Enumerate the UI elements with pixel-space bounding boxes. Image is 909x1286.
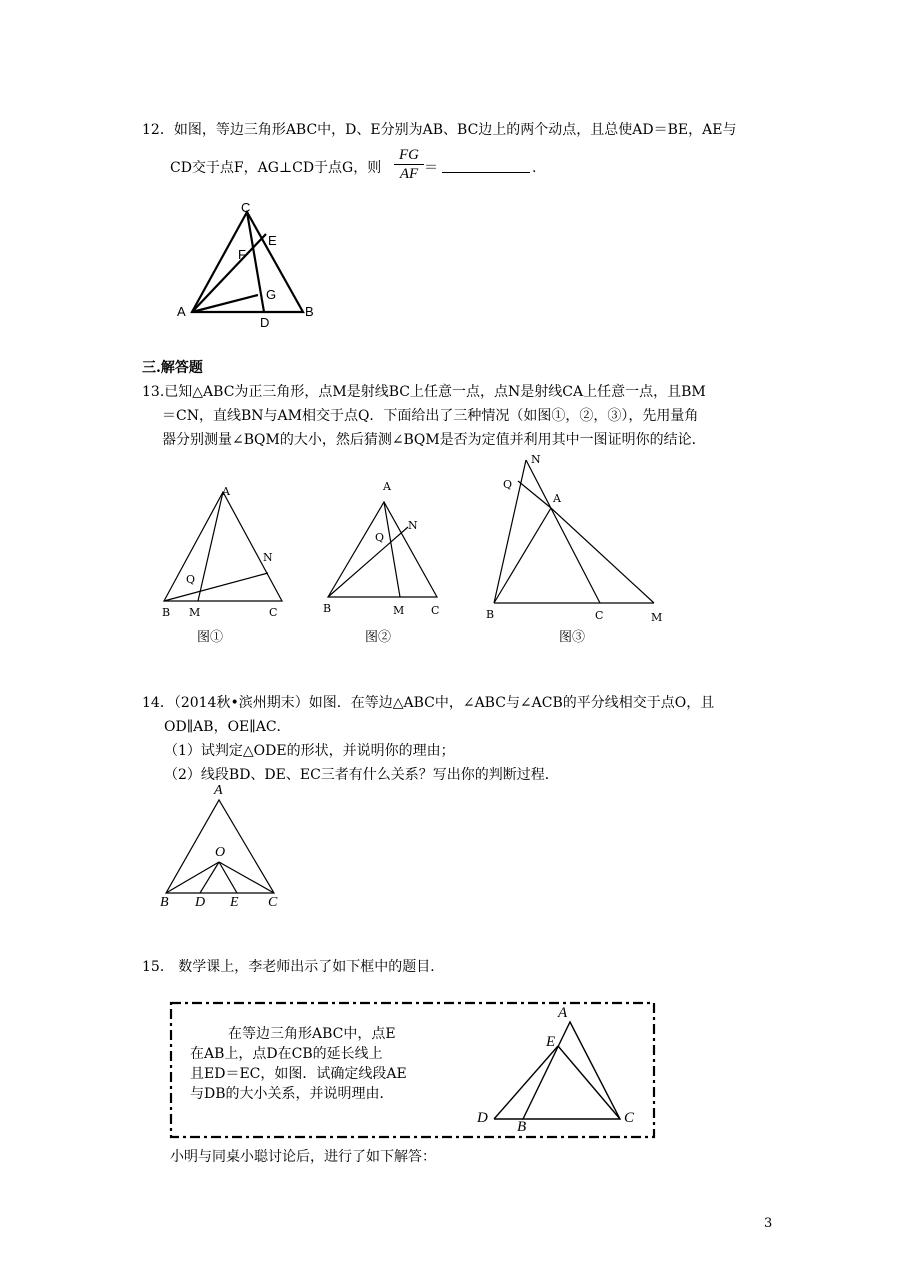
q15-label-C: C <box>624 1110 635 1126</box>
fraction-numerator: FG <box>394 146 424 165</box>
fig3-label-C: C <box>595 609 604 622</box>
q14-label-D: D <box>195 895 206 910</box>
q12-label-F: F <box>238 247 246 262</box>
q15-label-E: E <box>546 1034 556 1050</box>
fig3-caption: 图③ <box>559 630 586 645</box>
fig1-label-N: N <box>263 551 273 564</box>
fig2-label-B: B <box>323 602 332 615</box>
section-3-heading: 三.解答题 <box>142 360 203 376</box>
q12-equals: ＝ <box>424 160 438 176</box>
q15-label-B: B <box>517 1119 527 1135</box>
fig2-label-N: N <box>408 519 418 532</box>
q14-label-C: C <box>268 895 278 910</box>
q13-line2: ＝CN，直线BN与AM相交于点Q．下面给出了三种情况（如图①，②，③），先用量角 <box>162 408 699 424</box>
q12-answer-blank[interactable] <box>442 172 530 173</box>
q12-label-D: D <box>260 315 270 330</box>
q14-label-E: E <box>230 895 239 910</box>
fig1-label-C: C <box>269 606 278 619</box>
q15-after-text: 小明与同桌小聪讨论后，进行了如下解答： <box>170 1149 436 1165</box>
q12-fraction <box>394 146 424 183</box>
fig1-label-M: M <box>189 606 201 619</box>
q15-line1: 15． 数学课上，李老师出示了如下框中的题目． <box>142 959 445 975</box>
fig3-label-Q: Q <box>503 478 513 491</box>
q15-box-line2: 在AB上，点D在CB的延长线上 <box>190 1046 383 1062</box>
q14-line3: （1）试判定△ODE的形状，并说明你的理由； <box>164 743 455 759</box>
q14-line2: OD∥AB，OE∥AC． <box>164 719 291 735</box>
q13-line1: 13.已知△ABC为正三角形，点M是射线BC上任意一点，点N是射线CA上任意一点，且BM <box>142 384 706 400</box>
q15-label-A: A <box>558 1005 568 1021</box>
q14-label-B: B <box>160 895 169 910</box>
fig1-label-Q: Q <box>186 573 196 586</box>
q13-line3: 器分别测量∠BQM的大小，然后猜测∠BQM是否为定值并利用其中一图证明你的结论． <box>162 432 706 448</box>
fig2-label-C: C <box>431 604 440 617</box>
q12-label-B: B <box>305 304 314 319</box>
page-number: 3 <box>764 1216 773 1231</box>
fraction-denominator: AF <box>399 166 419 182</box>
fig1-caption: 图① <box>197 630 224 645</box>
q12-label-C: C <box>241 200 251 215</box>
q14-label-O: O <box>215 845 226 860</box>
q12-label-A: A <box>177 304 186 319</box>
fig3-label-A: A <box>553 492 561 505</box>
q15-label-D: D <box>477 1110 488 1126</box>
fig3-label-B: B <box>486 608 495 621</box>
q12-line1: 12．如图，等边三角形ABC中，D、E分别为AB、BC边上的两个动点，且总使AD＝BE，AE与 <box>142 122 737 138</box>
fig1-label-A: A <box>222 485 230 498</box>
fig3-label-N: N <box>531 453 541 466</box>
fig2-label-Q: Q <box>375 531 385 544</box>
fig2-label-M: M <box>393 604 405 617</box>
q14-label-A: A <box>214 783 223 798</box>
fig3-label-M: M <box>651 611 663 624</box>
fig2-caption: 图② <box>365 630 392 645</box>
q12-label-G: G <box>266 287 277 302</box>
q15-box-line1: 在等边三角形ABC中，点E <box>228 1026 396 1042</box>
q12-label-E: E <box>268 233 277 248</box>
q14-line1: 14．（2014秋•滨州期末）如图．在等边△ABC中，∠ABC与∠ACB的平分线相交于点O，且 <box>142 695 715 711</box>
fig1-label-B: B <box>162 606 171 619</box>
q12-line2-pre: CD交于点F，AG⊥CD于点G，则 <box>170 160 382 176</box>
q12-period: . <box>532 160 537 176</box>
q15-box-line4: 与DB的大小关系，并说明理由． <box>190 1086 394 1102</box>
q15-box-line3: 且ED＝EC，如图．试确定线段AE <box>190 1066 407 1082</box>
fig2-label-A: A <box>383 480 391 493</box>
q14-line4: （2）线段BD、DE、EC三者有什么关系？写出你的判断过程． <box>164 767 559 783</box>
